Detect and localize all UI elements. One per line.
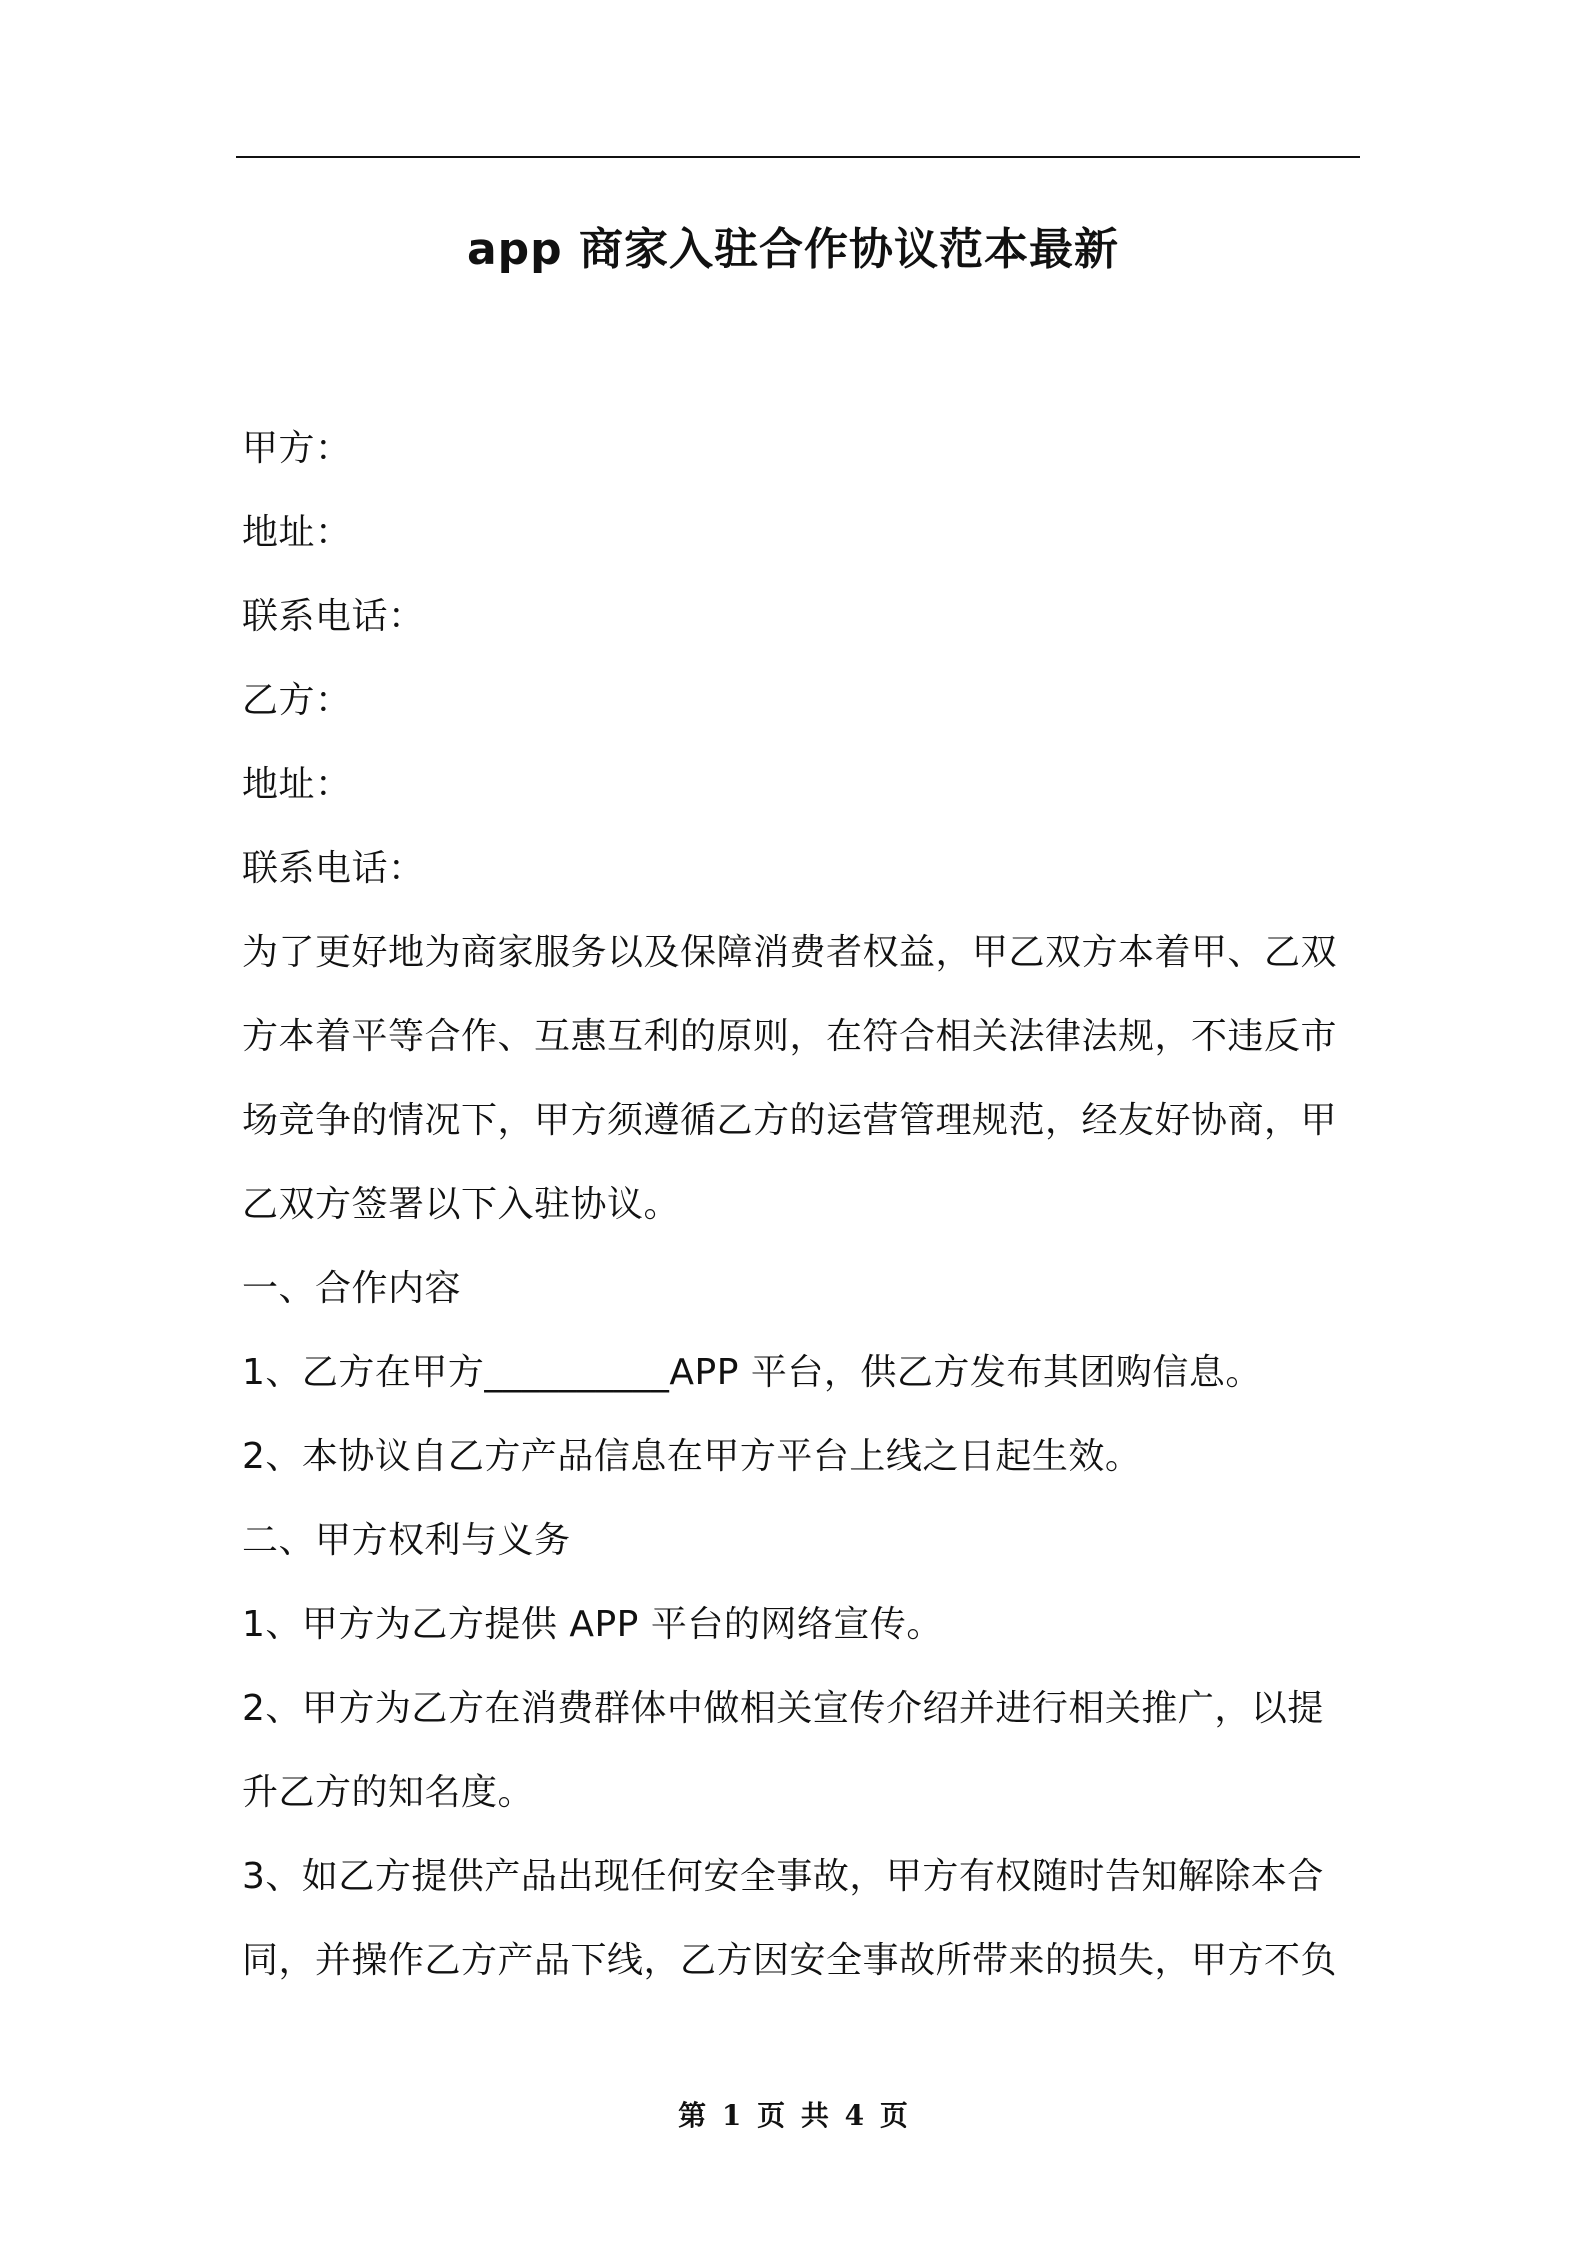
party-a-address-label: 地址： xyxy=(242,512,352,553)
clause-line: 2、甲方为乙方在消费群体中做相关宣传介绍并进行相关推广，以提 xyxy=(242,1688,1324,1729)
party-a-label: 甲方： xyxy=(242,428,352,469)
clause-line: 1、甲方为乙方提供 APP 平台的网络宣传。 xyxy=(242,1604,943,1645)
clause-line: 1、乙方在甲方__________APP 平台，供乙方发布其团购信息。 xyxy=(242,1352,1262,1393)
preamble-line: 方本着平等合作、互惠互利的原则，在符合相关法律法规，不违反市 xyxy=(242,1016,1338,1057)
document-title: app 商家入驻合作协议范本最新 xyxy=(466,224,1119,275)
preamble-line: 为了更好地为商家服务以及保障消费者权益，甲乙双方本着甲、乙双 xyxy=(242,932,1338,973)
party-a-phone-label: 联系电话： xyxy=(242,596,425,637)
party-b-label: 乙方： xyxy=(242,680,352,721)
page-footer: 第 1 页 共 4 页 xyxy=(678,2099,908,2132)
clause-line: 3、如乙方提供产品出现任何安全事故，甲方有权随时告知解除本合 xyxy=(242,1856,1324,1897)
preamble-line: 乙双方签署以下入驻协议。 xyxy=(242,1184,681,1225)
section-heading-cooperation: 一、合作内容 xyxy=(242,1268,462,1309)
header-rule xyxy=(236,156,1360,158)
clause-line: 同，并操作乙方产品下线，乙方因安全事故所带来的损失，甲方不负 xyxy=(242,1940,1338,1981)
party-b-address-label: 地址： xyxy=(242,764,352,805)
section-heading-party-a-rights: 二、甲方权利与义务 xyxy=(242,1520,571,1561)
document-body xyxy=(242,407,1357,2003)
clause-line: 升乙方的知名度。 xyxy=(242,1772,535,1813)
party-b-phone-label: 联系电话： xyxy=(242,848,425,889)
clause-line: 2、本协议自乙方产品信息在甲方平台上线之日起生效。 xyxy=(242,1436,1142,1477)
preamble-line: 场竞争的情况下，甲方须遵循乙方的运营管理规范，经友好协商，甲 xyxy=(242,1100,1338,1141)
